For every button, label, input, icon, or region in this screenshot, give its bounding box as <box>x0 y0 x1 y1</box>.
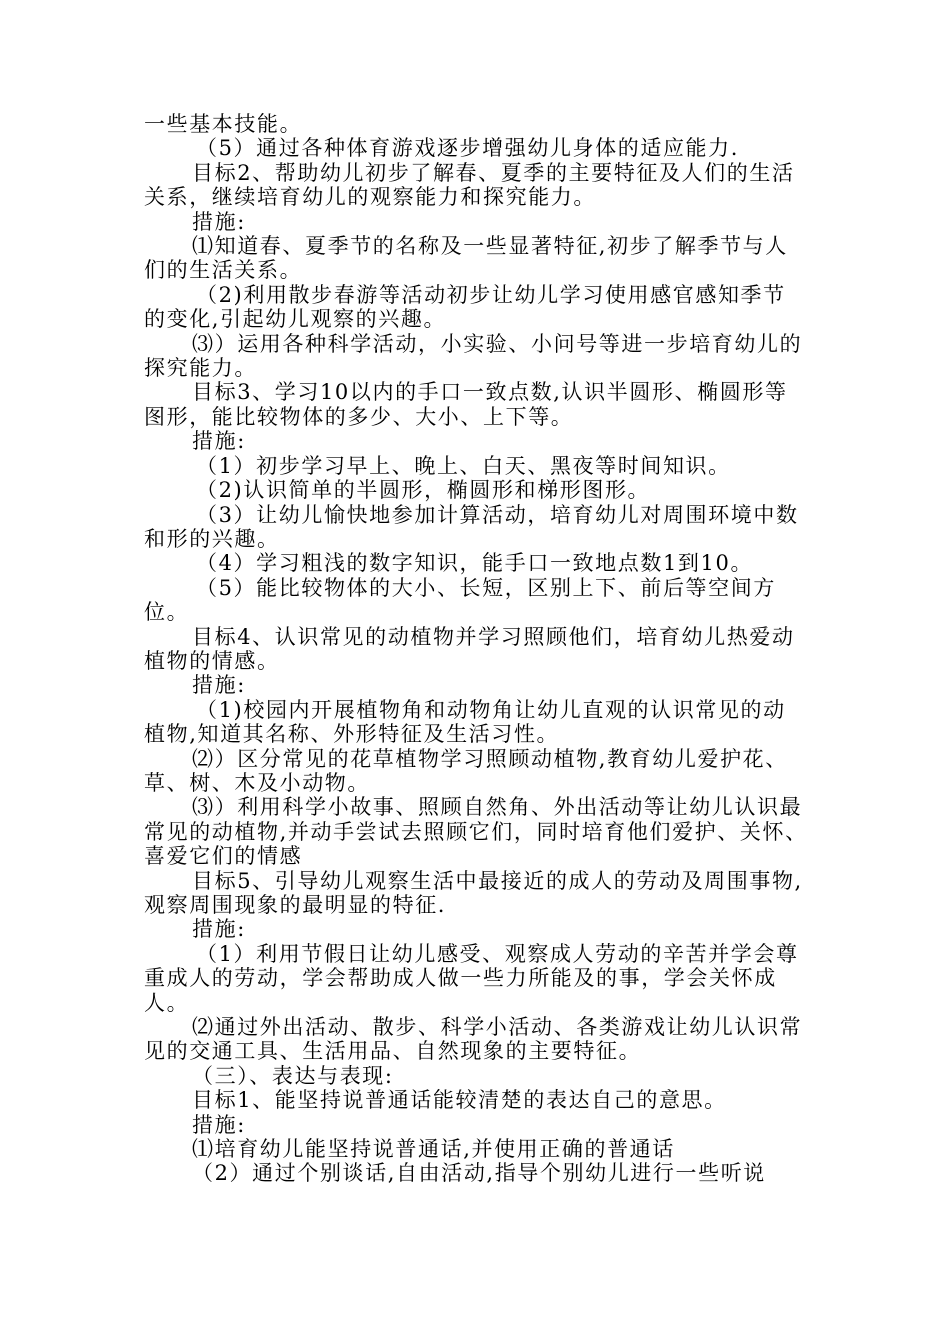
paragraph: ⑶）运用各种科学活动，小实验、小问号等进一步培育幼儿的探究能力。 <box>144 331 803 381</box>
paragraph: （2)利用散步春游等活动初步让幼儿学习使用感官感知季节的变化,引起幼儿观察的兴趣。 <box>144 282 786 332</box>
paragraph: ⑶）利用科学小故事、照顾自然角、外出活动等让幼儿认识最常见的动植物,并动手尝试去照顾它们，同时培育他们爱护、关怀、喜爱它们的情感 <box>144 795 808 869</box>
paragraph: （1）初步学习早上、晚上、白天、黑夜等时间知识。 <box>196 453 731 478</box>
paragraph: 目标1、能坚持说普通话能较清楚的表达自己的意思。 <box>192 1088 727 1113</box>
paragraph: ⑵）区分常见的花草植物学习照顾动植物,教育幼儿爱护花、草、树、木及小动物。 <box>144 746 788 795</box>
paragraph: 一些基本技能。 <box>144 112 303 136</box>
paragraph: 目标2、帮助幼儿初步了解春、夏季的主要特征及人们的生活关系，继续培育幼儿的观察能力和探究能力。 <box>144 160 795 210</box>
paragraph: （1）利用节假日让幼儿感受、观察成人劳动的辛苦并学会尊重成人的劳动，学会帮助成人做一些力所能及的事，学会关怀成人。 <box>144 941 799 1015</box>
measures-heading: 措施: <box>192 209 246 234</box>
paragraph: （3）让幼儿愉快地参加计算活动，培育幼儿对周围环境中数和形的兴趣。 <box>144 502 799 551</box>
measures-heading: 措施: <box>192 673 246 698</box>
paragraph: ⑵通过外出活动、散步、科学小活动、各类游戏让幼儿认识常见的交通工具、生活用品、自然现象的主要特征。 <box>144 1015 803 1064</box>
paragraph: ⑴知道春、夏季节的名称及一些显著特征,初步了解季节与人们的生活关系。 <box>144 234 788 283</box>
paragraph: （5）通过各种体育游戏逐步增强幼儿身体的适应能力. <box>196 136 740 161</box>
paragraph: 目标4、认识常见的动植物并学习照顾他们，培育幼儿热爱动植物的情感。 <box>144 624 795 673</box>
section-heading: （三）、表达与表现: <box>192 1063 394 1088</box>
paragraph: （1)校园内开展植物角和动物角让幼儿直观的认识常见的动植物,知道其名称、外形特征及生活习性。 <box>144 697 786 747</box>
paragraph: ⑴培育幼儿能坚持说普通话,并使用正确的普通话 <box>192 1137 675 1162</box>
measures-heading: 措施: <box>192 429 246 454</box>
paragraph: （4）学习粗浅的数字知识，能手口一致地点数1到10。 <box>196 551 754 576</box>
paragraph: （2）通过个别谈话,自由活动,指导个别幼儿进行一些听说 <box>192 1161 766 1186</box>
measures-heading: 措施: <box>192 917 246 942</box>
paragraph: （5）能比较物体的大小、长短，区别上下、前后等空间方位。 <box>144 575 776 625</box>
measures-heading: 措施: <box>192 1112 246 1137</box>
paragraph: 目标3、学习10以内的手口一致点数,认识半圆形、椭圆形等图形，能比较物体的多少、大小、上下等。 <box>144 380 788 429</box>
paragraph: 目标5、引导幼儿观察生活中最接近的成人的劳动及周围事物,观察周围现象的最明显的特征. <box>144 868 803 917</box>
document-body <box>144 112 808 1186</box>
paragraph: （2)认识简单的半圆形，椭圆形和梯形图形。 <box>196 478 651 503</box>
